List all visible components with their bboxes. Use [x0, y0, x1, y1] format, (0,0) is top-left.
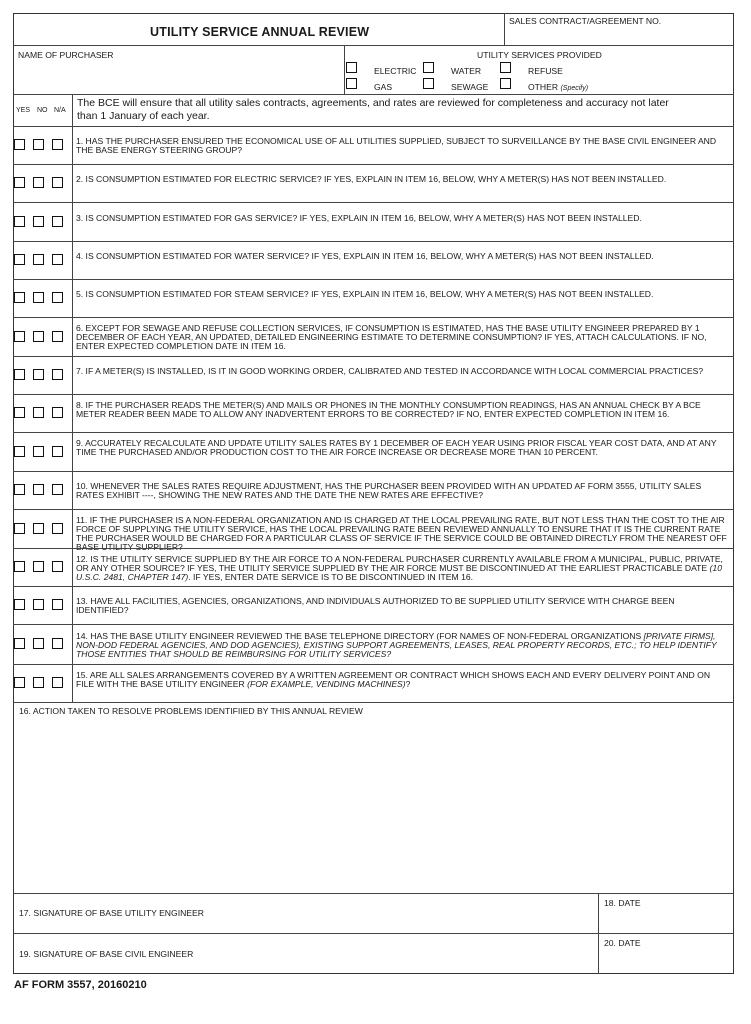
- divider: [13, 893, 734, 894]
- question-text: 7. IF A METER(S) IS INSTALLED, IS IT IN GOOD WORKING ORDER, CALIBRATED AND TESTED IN ACCORDANCE WITH LOCAL COMMERCIAL PRACTICES?: [76, 366, 704, 376]
- yes-checkbox-q12[interactable]: [14, 561, 25, 572]
- divider: [13, 94, 734, 95]
- no-checkbox-q12[interactable]: [33, 561, 44, 572]
- question-8: [76, 401, 728, 429]
- question-15: [76, 671, 728, 699]
- other-note: (Specify): [560, 85, 589, 92]
- form-title: UTILITY SERVICE ANNUAL REVIEW: [150, 25, 370, 39]
- civil-engineer-signature-field[interactable]: [16, 936, 596, 972]
- question-text: 12. IS THE UTILITY SERVICE SUPPLIED BY THE AIR FORCE TO A NON-FEDERAL PURCHASER CURRENTLY AVAILABLE FROM A MUNICIPAL, PUBLIC, PRIVATE, OR ANY OTHER SOURCE? IF YES, THE UTILITY SERVICE SUPPLIED BY THE AIR FORCE MUST BE DISCONTINUED AT THE EARLIEST PRACTICABLE DATE: [76, 554, 723, 573]
- item19-label: 19. SIGNATURE OF BASE CIVIL ENGINEER: [19, 949, 194, 959]
- yes-checkbox-q10[interactable]: [14, 484, 25, 495]
- refuse-checkbox[interactable]: [500, 62, 511, 73]
- question-9: [76, 439, 728, 467]
- row-divider: [13, 279, 734, 280]
- contract-label: SALES CONTRACT/AGREEMENT NO.: [509, 16, 662, 26]
- gas-checkbox[interactable]: [346, 78, 357, 89]
- col-no-label: NO: [37, 107, 48, 114]
- question-11: [76, 515, 728, 552]
- na-checkbox-q5[interactable]: [52, 292, 63, 303]
- question-text: 6. EXCEPT FOR SEWAGE AND REFUSE COLLECTION SERVICES, IF CONSUMPTION IS ESTIMATED, HAS THE BASE UTILITY ENGINEER PREPARED BY 1 DECEMBER OF EACH YEAR, AN UPDATED, DETAILED ENGINEERING ESTIMATE TO DETERMINE CONSUMPTION? IF YES, ATTACH CALCULATIONS. IF NO, ENTER EXPECTED COMPLETION DATE IN ITEM 16.: [76, 323, 707, 351]
- question-tail-text: . IF YES, ENTER DATE SERVICE IS TO BE DISCONTINUED IN ITEM 16.: [188, 571, 474, 582]
- question-text: 2. IS CONSUMPTION ESTIMATED FOR ELECTRIC SERVICE? IF YES, EXPLAIN IN ITEM 16, BELOW, WHY A METER(S) HAS NOT BEEN INSTALLED.: [76, 174, 667, 184]
- intro-text: [77, 97, 669, 123]
- yes-checkbox-q4[interactable]: [14, 254, 25, 265]
- no-checkbox-q14[interactable]: [33, 638, 44, 649]
- question-text: 1. HAS THE PURCHASER ENSURED THE ECONOMICAL USE OF ALL UTILITIES SUPPLIED, SUBJECT TO SURVEILLANCE BY THE BASE CIVIL ENGINEER AND THE BASE ENERGY STEERING GROUP?: [76, 136, 717, 155]
- question-1: [76, 137, 728, 156]
- row-divider: [13, 164, 734, 165]
- na-checkbox-q8[interactable]: [52, 407, 63, 418]
- divider: [13, 933, 734, 934]
- no-checkbox-q11[interactable]: [33, 523, 44, 534]
- yes-checkbox-q6[interactable]: [14, 331, 25, 342]
- question-10: [76, 482, 728, 501]
- na-checkbox-q12[interactable]: [52, 561, 63, 572]
- yes-checkbox-q14[interactable]: [14, 638, 25, 649]
- purchaser-label: NAME OF PURCHASER: [18, 50, 114, 60]
- question-4: [76, 252, 728, 271]
- question-text: 4. IS CONSUMPTION ESTIMATED FOR WATER SERVICE? IF YES, EXPLAIN IN ITEM 16, BELOW, WHY A METER(S) HAS NOT BEEN INSTALLED.: [76, 251, 654, 261]
- row-divider: [13, 509, 734, 510]
- question-7: [76, 367, 728, 386]
- row-divider: [13, 202, 734, 203]
- na-checkbox-q7[interactable]: [52, 369, 63, 380]
- services-label: UTILITY SERVICES PROVIDED: [477, 50, 602, 60]
- gas-label: GAS: [374, 82, 393, 92]
- na-checkbox-q15[interactable]: [52, 677, 63, 688]
- row-divider: [13, 394, 734, 395]
- no-checkbox-q4[interactable]: [33, 254, 44, 265]
- yes-checkbox-q15[interactable]: [14, 677, 25, 688]
- yes-checkbox-q11[interactable]: [14, 523, 25, 534]
- row-divider: [13, 664, 734, 665]
- yes-checkbox-q13[interactable]: [14, 599, 25, 610]
- water-label: WATER: [451, 66, 482, 76]
- no-checkbox-q13[interactable]: [33, 599, 44, 610]
- divider: [344, 45, 345, 94]
- question-text: 13. HAVE ALL FACILITIES, AGENCIES, ORGANIZATIONS, AND INDIVIDUALS AUTHORIZED TO BE SUPPLIED UTILITY SERVICE WITH CHARGE BEEN IDENTIFIED?: [76, 596, 675, 615]
- divider: [504, 13, 505, 45]
- row-divider: [13, 548, 734, 549]
- form-number: AF FORM 3557, 20160210: [14, 979, 147, 991]
- utility-engineer-signature-field[interactable]: [16, 896, 596, 932]
- row-divider: [13, 241, 734, 242]
- question-italic-text: (FOR EXAMPLE, VENDING MACHINES): [247, 678, 406, 689]
- yes-checkbox-q5[interactable]: [14, 292, 25, 303]
- other-checkbox[interactable]: [500, 78, 511, 89]
- electric-checkbox[interactable]: [346, 62, 357, 73]
- question-6: [76, 324, 728, 352]
- question-text: 5. IS CONSUMPTION ESTIMATED FOR STEAM SERVICE? IF YES, EXPLAIN IN ITEM 16, BELOW, WHY A METER(S) HAS NOT BEEN INSTALLED.: [76, 289, 654, 299]
- question-5: [76, 290, 728, 309]
- yes-checkbox-q9[interactable]: [14, 446, 25, 457]
- yes-checkbox-q3[interactable]: [14, 216, 25, 227]
- contract-number-field[interactable]: [506, 28, 731, 43]
- no-checkbox-q7[interactable]: [33, 369, 44, 380]
- row-divider: [13, 702, 734, 703]
- row-divider: [13, 586, 734, 587]
- sewage-checkbox[interactable]: [423, 78, 434, 89]
- electric-label: ELECTRIC: [374, 66, 417, 76]
- purchaser-name-field[interactable]: [16, 62, 341, 92]
- other-text: OTHER: [528, 82, 559, 92]
- date-18-field[interactable]: [601, 910, 731, 932]
- no-checkbox-q8[interactable]: [33, 407, 44, 418]
- question-2: [76, 175, 728, 194]
- na-checkbox-q2[interactable]: [52, 177, 63, 188]
- no-checkbox-q6[interactable]: [33, 331, 44, 342]
- no-checkbox-q9[interactable]: [33, 446, 44, 457]
- action-taken-field[interactable]: [16, 720, 731, 890]
- question-12: [76, 555, 728, 583]
- na-checkbox-q1[interactable]: [52, 139, 63, 150]
- date-20-field[interactable]: [601, 950, 731, 972]
- na-checkbox-q10[interactable]: [52, 484, 63, 495]
- row-divider: [13, 356, 734, 357]
- no-checkbox-q3[interactable]: [33, 216, 44, 227]
- na-checkbox-q14[interactable]: [52, 638, 63, 649]
- divider: [13, 45, 734, 46]
- refuse-label: REFUSE: [528, 66, 563, 76]
- question-14: [76, 632, 728, 660]
- no-checkbox-q1[interactable]: [33, 139, 44, 150]
- row-divider: [13, 432, 734, 433]
- question-3: [76, 214, 728, 233]
- no-checkbox-q2[interactable]: [33, 177, 44, 188]
- yes-checkbox-q8[interactable]: [14, 407, 25, 418]
- row-divider: [13, 317, 734, 318]
- na-checkbox-q13[interactable]: [52, 599, 63, 610]
- no-checkbox-q15[interactable]: [33, 677, 44, 688]
- yes-checkbox-q1[interactable]: [14, 139, 25, 150]
- col-na-label: N/A: [54, 107, 66, 114]
- item20-label: 20. DATE: [604, 938, 641, 948]
- row-divider: [13, 624, 734, 625]
- question-italic-text: [PRIVATE FIRMS], NON-DOD FEDERAL AGENCIES, AND DOD AGENCIES), EXISTING SUPPORT AGREEMENTS, LEASES, REAL PROPERTY RECORDS, ETC.; TO HELP IDENTIFY THOSE ENTITIES THAT SHOULD BE REIMBURSING FOR UTILITY SERVICES?: [76, 631, 717, 659]
- no-checkbox-q10[interactable]: [33, 484, 44, 495]
- question-text: 3. IS CONSUMPTION ESTIMATED FOR GAS SERVICE? IF YES, EXPLAIN IN ITEM 16, BELOW, WHY A METER(S) HAS NOT BEEN INSTALLED.: [76, 213, 642, 223]
- water-checkbox[interactable]: [423, 62, 434, 73]
- intro-line-2: than 1 January of each year.: [77, 110, 210, 122]
- na-checkbox-q6[interactable]: [52, 331, 63, 342]
- question-text: 8. IF THE PURCHASER READS THE METER(S) AND MAILS OR PHONES IN THE MONTHLY CONSUMPTION READINGS, HAS AN ANNUAL CHECK BY A BCE METER READER BEEN MADE TO ALLOW ANY INADVERTENT ERRORS TO BE CORRECTED? IF NO, ENTER EXPECTED COMPLETION IN ITEM 16.: [76, 400, 701, 419]
- question-text: 11. IF THE PURCHASER IS A NON-FEDERAL ORGANIZATION AND IS CHARGED AT THE LOCAL PREVAILING RATE, BUT NOT LESS THAN THE COST TO THE AIR FORCE OF SUPPLYING THE UTILITY SERVICE, HAS THE LOCAL PREVAILING RATE BEEN REVIEWED ANNUALLY TO ENSURE THAT IT IS THE CURRENT RATE THE PURCHASER WOULD BE CHARGED FOR A PARTICULAR CLASS OF SERVICE IF THE SERVICE COULD BE OBTAINED DIRECTLY FROM THE NEAREST OFF BASE UTILITY SUPPLIER?: [76, 515, 727, 552]
- question-text: 9. ACCURATELY RECALCULATE AND UPDATE UTILITY SALES RATES BY 1 DECEMBER OF EACH YEAR USING PRIOR FISCAL YEAR COST DATA, AND AT ANY TIME THE PURCHASED AND/OR PRODUCTION COST TO THE AIR FORCE INCREASE OR DECREASE MORE THAN 10 PERCENT.: [76, 438, 717, 457]
- na-checkbox-q9[interactable]: [52, 446, 63, 457]
- item17-label: 17. SIGNATURE OF BASE UTILITY ENGINEER: [19, 908, 204, 918]
- item18-label: 18. DATE: [604, 898, 641, 908]
- column-divider: [72, 94, 73, 702]
- na-checkbox-q3[interactable]: [52, 216, 63, 227]
- na-checkbox-q4[interactable]: [52, 254, 63, 265]
- no-checkbox-q5[interactable]: [33, 292, 44, 303]
- other-label: [528, 83, 588, 93]
- row-divider: [13, 471, 734, 472]
- question-italic-text: (10 U.S.C. 2481, CHAPTER 147): [76, 562, 722, 582]
- question-tail-text: ?: [405, 678, 411, 689]
- question-text: 14. HAS THE BASE UTILITY ENGINEER REVIEWED THE BASE TELEPHONE DIRECTORY (FOR NAMES OF NON-FEDERAL ORGANIZATIONS: [76, 631, 644, 641]
- intro-line-1: The BCE will ensure that all utility sales contracts, agreements, and rates are reviewed for completeness and accuracy not later: [77, 97, 669, 109]
- divider: [13, 126, 734, 127]
- question-text: 10. WHENEVER THE SALES RATES REQUIRE ADJUSTMENT, HAS THE PURCHASER BEEN PROVIDED WITH AN UPDATED AF FORM 3555, UTILITY SALES RATES EXHIBIT ----, SHOWING THE NEW RATES AND THE DATE THE NEW RATES ARE EFFECTIVE?: [76, 481, 702, 500]
- item16-label: 16. ACTION TAKEN TO RESOLVE PROBLEMS IDENTIFIIED BY THIS ANNUAL REVIEW: [19, 706, 363, 716]
- yes-checkbox-q2[interactable]: [14, 177, 25, 188]
- col-yes-label: YES: [16, 107, 31, 114]
- question-13: [76, 597, 728, 616]
- yes-checkbox-q7[interactable]: [14, 369, 25, 380]
- sewage-label: SEWAGE: [451, 82, 489, 92]
- question-text: 15. ARE ALL SALES ARRANGEMENTS COVERED BY A WRITTEN AGREEMENT OR CONTRACT WHICH SHOWS EACH AND EVERY DELIVERY POINT AND ON FILE WITH THE BASE UTILITY ENGINEER: [76, 670, 711, 689]
- na-checkbox-q11[interactable]: [52, 523, 63, 534]
